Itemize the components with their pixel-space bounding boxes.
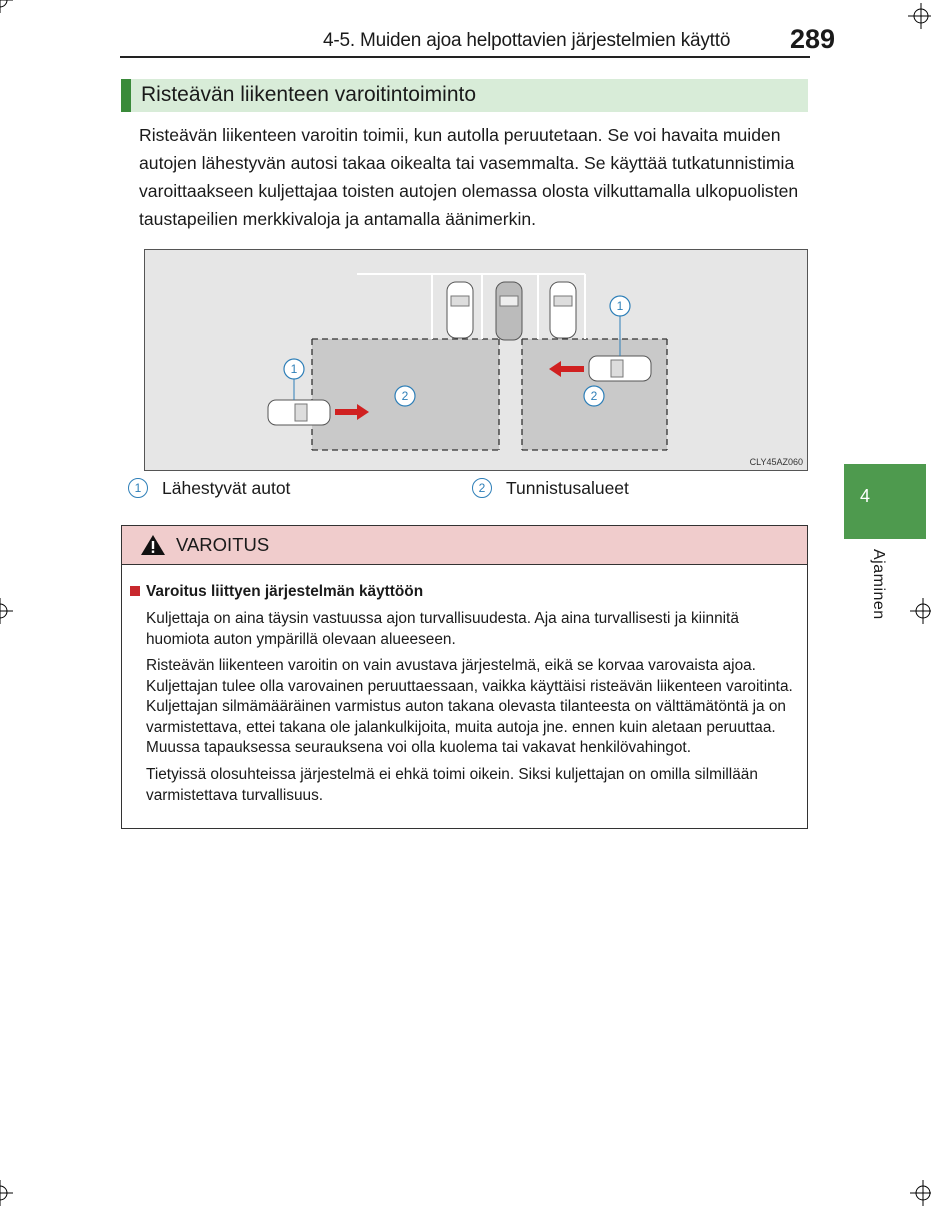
callout-1-right: 1 bbox=[616, 299, 624, 313]
registration-mark-icon bbox=[910, 1180, 931, 1206]
registration-mark-icon bbox=[0, 598, 13, 624]
chapter-number: 4 bbox=[860, 486, 871, 506]
registration-mark-icon bbox=[0, 1180, 13, 1206]
approaching-car-right-icon bbox=[589, 356, 651, 381]
reversing-car-icon bbox=[496, 282, 522, 340]
callout-2-right: 2 bbox=[590, 389, 598, 403]
legend-number: 1 bbox=[128, 478, 148, 498]
chapter-label: Ajaminen bbox=[870, 549, 887, 620]
legend-label: Lähestyvät autot bbox=[162, 478, 291, 498]
registration-mark-icon bbox=[908, 3, 931, 29]
warning-subheading-text: Varoitus liittyen järjestelmän käyttöön bbox=[146, 583, 424, 600]
warning-header bbox=[122, 526, 807, 565]
callout-1-left: 1 bbox=[290, 362, 298, 376]
legend-item bbox=[472, 478, 629, 499]
section-title-bar bbox=[121, 79, 808, 112]
approaching-car-left-icon bbox=[268, 400, 330, 425]
warning-box bbox=[121, 525, 808, 829]
figure-code: CLY45AZ060 bbox=[749, 457, 803, 467]
parked-car-icon bbox=[550, 282, 576, 338]
warning-paragraph: Tietyissä olosuhteissa järjestelmä ei ehkä toimi oikein. Siksi kuljettajan on omilla silmillään varmistettava turvallisuus. bbox=[146, 766, 758, 804]
chapter-tab bbox=[844, 464, 926, 539]
registration-mark-icon bbox=[910, 598, 931, 624]
section-title: Risteävän liikenteen varoitintoiminto bbox=[141, 83, 477, 106]
parking-diagram-illustration bbox=[145, 250, 807, 470]
section-header: 4-5. Muiden ajoa helpottavien järjestelmien käyttö bbox=[323, 30, 731, 51]
warning-triangle-icon bbox=[140, 534, 166, 556]
registration-mark-icon bbox=[0, 0, 13, 13]
intro-paragraph: Risteävän liikenteen varoitin toimii, kun autolla peruutetaan. Se voi havaita muiden autojen lähestyvän autosi takaa oikealta tai vasemmalta. Se käyttää tutkatunnistimia varoittaakseen kuljettajaa toisten autojen olemassa olosta vilkuttamalla ulkopuolisten taustapeilien merkkivaloja ja antamalla äänimerkin. bbox=[139, 125, 799, 229]
warning-paragraph: Kuljettaja on aina täysin vastuussa ajon turvallisuudesta. Aja aina turvallisesti ja kiinnitä huomiota auton ympärillä olevaan alueeseen. bbox=[146, 610, 739, 648]
warning-subheading bbox=[130, 583, 423, 601]
page-number: 289 bbox=[790, 24, 836, 54]
bullet-square-icon bbox=[130, 586, 140, 596]
callout-2-left: 2 bbox=[401, 389, 409, 403]
warning-title: VAROITUS bbox=[176, 534, 270, 555]
parking-diagram bbox=[144, 249, 808, 471]
warning-paragraph: Risteävän liikenteen varoitin on vain avustava järjestelmä, eikä se korvaa varovaista ajoa. Kuljettajan tulee olla varovainen peruuttaessaan, vaikka käyttäisi risteävän liikenteen varoitinta. Kuljettajan silmämääräinen varmistus auton takana olevasta tilanteesta on välttämätöntä ja on varmistettava, ettei takana ole jalankulkijoita, muita autoja jne. ennen kuin aletaan peruuttaa. Muussa tapauksessa seurauksena voi olla kuolema tai vakavat henkilövahingot. bbox=[146, 657, 793, 756]
legend-item bbox=[128, 478, 290, 499]
legend-number: 2 bbox=[472, 478, 492, 498]
header-rule bbox=[120, 56, 810, 58]
parked-car-icon bbox=[447, 282, 473, 338]
legend-label: Tunnistusalueet bbox=[506, 478, 629, 498]
